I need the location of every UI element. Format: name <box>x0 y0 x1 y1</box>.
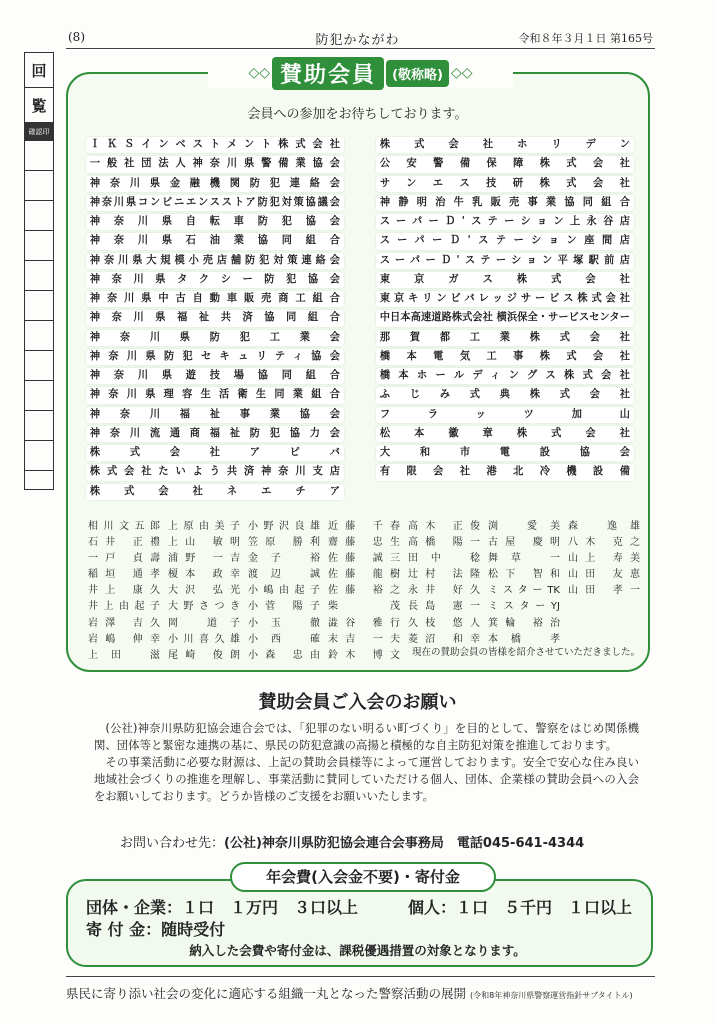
individual-name: ミスターYJ <box>488 601 560 613</box>
individual-name: 小嶋由起子 <box>248 585 320 597</box>
individual-name: 菱沼 和幸 <box>408 633 480 645</box>
member-name: 神奈川県大規模小売店舗防犯対策連絡会 <box>89 253 340 266</box>
individual-name: 末吉 一夫 <box>328 633 400 645</box>
fee-donation: 寄 付 金：随時受付 <box>86 920 226 939</box>
individual-name: 上田 滋 <box>88 649 160 661</box>
individual-name: 大野さつき <box>168 601 240 613</box>
individual-row <box>88 567 648 583</box>
member-name: 那賀都工業株式会社 <box>379 330 630 343</box>
fee-individual: 個人：１口 ５千円 １口以上 <box>408 898 633 917</box>
contact-label: お問い合わせ先： <box>120 836 225 851</box>
members-note: 現在の賛助会員の皆様を紹介させていただきました。 <box>411 647 640 658</box>
stamp-cell <box>25 231 53 261</box>
individual-name: 大沢 弘光 <box>168 585 240 597</box>
individual-name: 一戸 貞壽 <box>88 553 160 565</box>
stamp-cell <box>25 291 53 321</box>
member-row <box>376 367 634 386</box>
member-row <box>376 425 634 444</box>
individual-name: 近藤 千春 <box>328 521 400 532</box>
member-name: 橋本電気工事株式会社 <box>379 349 630 362</box>
member-name: 株式会社ホリデン <box>379 138 630 150</box>
member-name: 東京キリンビバレッジサービス株式会社 <box>379 292 630 304</box>
request-paragraph: (公社)神奈川県防犯協会連合会では、「犯罪のない明るい町づくり」を目的として、警察をはじめ関係機関、団体等と緊密な連携の基に、県民の防犯意識の高揚と積極的な自主防犯対策を推進しております。 <box>94 721 639 752</box>
corporate-members-left-column <box>86 136 344 502</box>
request-body <box>94 720 639 805</box>
members-subtitle: 会員への参加をお待ちしております。 <box>247 107 468 122</box>
stamp-cell <box>25 321 53 351</box>
member-name: 神奈川県福祉共済協同組合 <box>89 311 340 324</box>
member-row <box>86 232 344 251</box>
individual-name: 長島 憲一 <box>408 601 480 613</box>
member-row <box>376 252 634 271</box>
diamond-ornament-icon: ◇◇ <box>450 65 473 81</box>
stamp-cell <box>25 351 53 381</box>
fee-note: 納入した会費や寄付金は、課税優遇措置の対象となります。 <box>189 943 526 958</box>
individual-name: 齋藤 忠生 <box>328 537 400 549</box>
member-row <box>376 136 634 155</box>
member-name: 神奈川県中古自動車販売商工組合 <box>89 292 340 304</box>
request-heading: 賛助会員ご入会のお願い <box>258 692 457 713</box>
individual-name: 井上 康久 <box>88 585 160 597</box>
individual-name: 本橋 孝 <box>488 633 560 645</box>
member-name: フラッツ加山 <box>379 407 630 420</box>
individual-name: 渡辺 誠 <box>248 569 320 581</box>
individual-name: 岩澤 吉久 <box>88 617 160 629</box>
individual-name: 八木 克之 <box>568 537 640 549</box>
individual-name: 森 逸雄 <box>568 521 640 532</box>
member-row <box>86 483 344 502</box>
individual-name: 佐藤 誠三 <box>328 553 400 565</box>
member-name: スーパーＤ'ステーション平塚駅前店 <box>379 253 630 266</box>
individual-name: 小菅 陽子 <box>248 601 320 613</box>
page-header <box>0 0 715 48</box>
individual-name: 田中 稔 <box>408 553 480 565</box>
member-row <box>376 329 634 348</box>
newsletter-title: 防犯かながわ <box>315 33 400 48</box>
individual-name: 澁谷 雅行 <box>328 617 400 629</box>
individual-row <box>88 519 648 535</box>
member-row <box>376 175 634 194</box>
stamp-cell <box>25 411 53 441</box>
member-name: 神奈川県理容生活衛生同業組合 <box>89 388 340 401</box>
member-name: 株式会社たいよう共済神奈川支店 <box>89 465 340 478</box>
individual-name: 浦野 一吉 <box>168 553 240 565</box>
page-number: (8) <box>68 30 85 44</box>
member-row <box>86 348 344 367</box>
individual-name: 金子 裕 <box>248 553 320 565</box>
individual-name: 永井 好久 <box>408 585 480 597</box>
individual-name: 岩嶋 伸幸 <box>88 633 160 645</box>
individual-name: 松下 智和 <box>488 569 560 581</box>
fee-corporate: 団体・企業：１口 １万円 ３口以上 <box>86 898 359 917</box>
member-row <box>376 386 634 405</box>
footer-slogan-note: (令和8年神奈川県警察運営指針サブタイトル) <box>470 991 633 1000</box>
member-row <box>86 386 344 405</box>
member-row <box>86 175 344 194</box>
member-name: サンエス技研株式会社 <box>379 176 630 189</box>
members-banner <box>208 58 513 88</box>
footer-slogan-line <box>66 984 666 1002</box>
member-name: 神奈川県石油業協同組合 <box>89 234 340 247</box>
circulation-label-2: 覧 <box>25 88 53 123</box>
stamp-cell <box>25 171 53 201</box>
member-row <box>86 329 344 348</box>
individual-name: 山上 寿美 <box>568 553 640 565</box>
member-row <box>86 213 344 232</box>
member-row <box>376 444 634 463</box>
members-banner-title: 賛助会員 <box>272 57 384 90</box>
individual-name: 佐藤 裕之 <box>328 585 400 597</box>
individual-name: 上山 敏明 <box>168 537 240 549</box>
fee-title: 年会費(入会金不要)・寄付金 <box>230 862 496 892</box>
individual-row <box>88 551 648 567</box>
member-row <box>376 232 634 251</box>
corporate-members-right-column <box>376 136 634 483</box>
member-name: スーパーＤ'ステーション座間店 <box>379 234 630 247</box>
individual-name: ミスターTK <box>488 585 560 597</box>
member-row <box>86 271 344 290</box>
individual-row <box>88 583 648 599</box>
member-name: 東京ガス株式会社 <box>379 272 630 285</box>
individual-name: 小野沢良雄 <box>248 521 320 532</box>
individual-name: 鈴木 博文 <box>328 649 400 661</box>
circulation-label-1: 回 <box>25 53 53 88</box>
member-row <box>86 309 344 328</box>
member-name: 神静明治牛乳販売事業協同組合 <box>379 195 630 208</box>
individual-row <box>88 535 648 551</box>
member-name: 神奈川県コンビニエンスストア防犯対策協議会 <box>89 195 340 208</box>
member-row <box>86 290 344 309</box>
member-row <box>86 194 344 213</box>
member-name: 株式会社アビバ <box>89 446 340 458</box>
individual-name: 山田 友恵 <box>568 569 640 581</box>
member-row <box>86 136 344 155</box>
individual-name: 渕 愛美 <box>488 521 560 532</box>
member-name: 一般社団法人神奈川県警備業協会 <box>89 157 340 170</box>
footer-rule <box>66 976 655 977</box>
stamp-cell <box>25 201 53 231</box>
individual-name: 辻村 法隆 <box>408 569 480 581</box>
individual-name: 小川喜久雄 <box>168 633 240 645</box>
member-row <box>376 271 634 290</box>
member-name: 有限会社港北冷機設備 <box>379 465 630 478</box>
individual-name: 舞草 一 <box>488 553 560 565</box>
member-row <box>376 194 634 213</box>
members-banner-suffix: (敬称略) <box>386 60 449 87</box>
individual-members-list <box>88 519 648 664</box>
individual-name: 尾崎 俊朗 <box>168 649 240 661</box>
stamp-cell <box>25 261 53 291</box>
member-name: ふじみ式典株式会社 <box>379 388 630 401</box>
individual-row <box>88 599 648 615</box>
member-name: 大和市電設協会 <box>379 446 630 458</box>
individual-name: 柴 茂 <box>328 601 400 613</box>
individual-name: 稲垣 通孝 <box>88 569 160 581</box>
member-name: 株式会社ネエチア <box>89 484 340 497</box>
member-row <box>86 444 344 463</box>
stamp-cell <box>25 141 53 171</box>
member-row <box>376 463 634 482</box>
individual-name: 石井 正禮 <box>88 537 160 549</box>
contact-org: (公社)神奈川県防犯協会連合会事務局 <box>224 836 444 851</box>
individual-name: 古屋 慶明 <box>488 537 560 549</box>
individual-name: 相川文五郎 <box>88 521 160 532</box>
member-name: ＩＫＳインベストメント株式会社 <box>89 138 340 150</box>
individual-row <box>88 616 648 632</box>
member-row <box>86 406 344 425</box>
individual-name: 笠原 勝利 <box>248 537 320 549</box>
member-row <box>376 348 634 367</box>
individual-name <box>568 616 648 632</box>
member-name: 橋本ホールディングス株式会社 <box>379 369 630 381</box>
member-name: 神奈川県タクシー防犯協会 <box>89 272 340 285</box>
member-name: 神奈川県金融機関防犯連絡会 <box>89 176 340 189</box>
stamp-cell <box>25 441 53 471</box>
individual-name <box>568 599 648 615</box>
member-row <box>86 155 344 174</box>
individual-name: 上原由美子 <box>168 521 240 532</box>
member-name: 神奈川流通商福祉防犯協力会 <box>89 426 340 439</box>
individual-name: 小森 忠由 <box>248 649 320 661</box>
individual-name: 佐藤 龍樹 <box>328 569 400 581</box>
member-name: 神奈川県遊技場協同組合 <box>89 369 340 381</box>
member-row <box>376 155 634 174</box>
contact-line <box>120 832 584 851</box>
issue-date: 令和８年３月１日 第165号 <box>518 32 653 45</box>
member-row <box>376 290 634 309</box>
individual-name: 井上由起子 <box>88 601 160 613</box>
individual-name: 榎本 政幸 <box>168 569 240 581</box>
contact-tel: 電話045-641-4344 <box>456 836 585 851</box>
request-paragraph: その事業活動に必要な財源は、上記の賛助会員様等によって運営しております。安全で安心な住み良い地域社会づくりの推進を理解し、事業活動に賛同していただける個人、団体、企業様の賛助会員への入会をお願いしております。どうか皆様のご支援をお願いいたします。 <box>94 755 639 803</box>
individual-name: 岡 道子 <box>168 617 240 629</box>
individual-name: 箕輪 裕治 <box>488 617 560 629</box>
member-row <box>376 309 634 328</box>
member-name: 松本徽章株式会社 <box>379 426 630 439</box>
member-name: スーパーＤ'ステーション上永谷店 <box>379 215 630 227</box>
member-name: 神奈川県防犯セキュリティ協会 <box>89 349 340 362</box>
header-rule <box>66 48 655 49</box>
member-row <box>376 406 634 425</box>
confirm-stamp-label: 確認印 <box>25 123 53 141</box>
stamp-cell <box>25 381 53 411</box>
member-name: 中日本高速道路株式会社 横浜保全・サービスセンター <box>379 311 630 324</box>
individual-name: 小西 確 <box>248 633 320 645</box>
member-name: 神奈川県防犯工業会 <box>89 330 340 343</box>
member-row <box>86 425 344 444</box>
individual-name: 山田 孝一 <box>568 585 640 597</box>
individual-name: 高橋 陽一 <box>408 537 480 549</box>
diamond-ornament-icon: ◇◇ <box>248 65 271 81</box>
member-row <box>86 252 344 271</box>
individual-name: 小玉 徹 <box>248 617 320 629</box>
individual-name: 久枝 悠人 <box>408 617 480 629</box>
member-row <box>86 367 344 386</box>
member-name: 神奈川県自転車防犯協会 <box>89 215 340 227</box>
member-name: 公安警備保障株式会社 <box>379 157 630 170</box>
member-row <box>86 463 344 482</box>
member-name: 神奈川福祉事業協会 <box>89 407 340 420</box>
footer-slogan: 県民に寄り添い社会の変化に適応する組織一丸となった警察活動の展開 <box>66 986 467 1001</box>
member-row <box>376 213 634 232</box>
individual-name: 高木 正俊 <box>408 521 480 532</box>
